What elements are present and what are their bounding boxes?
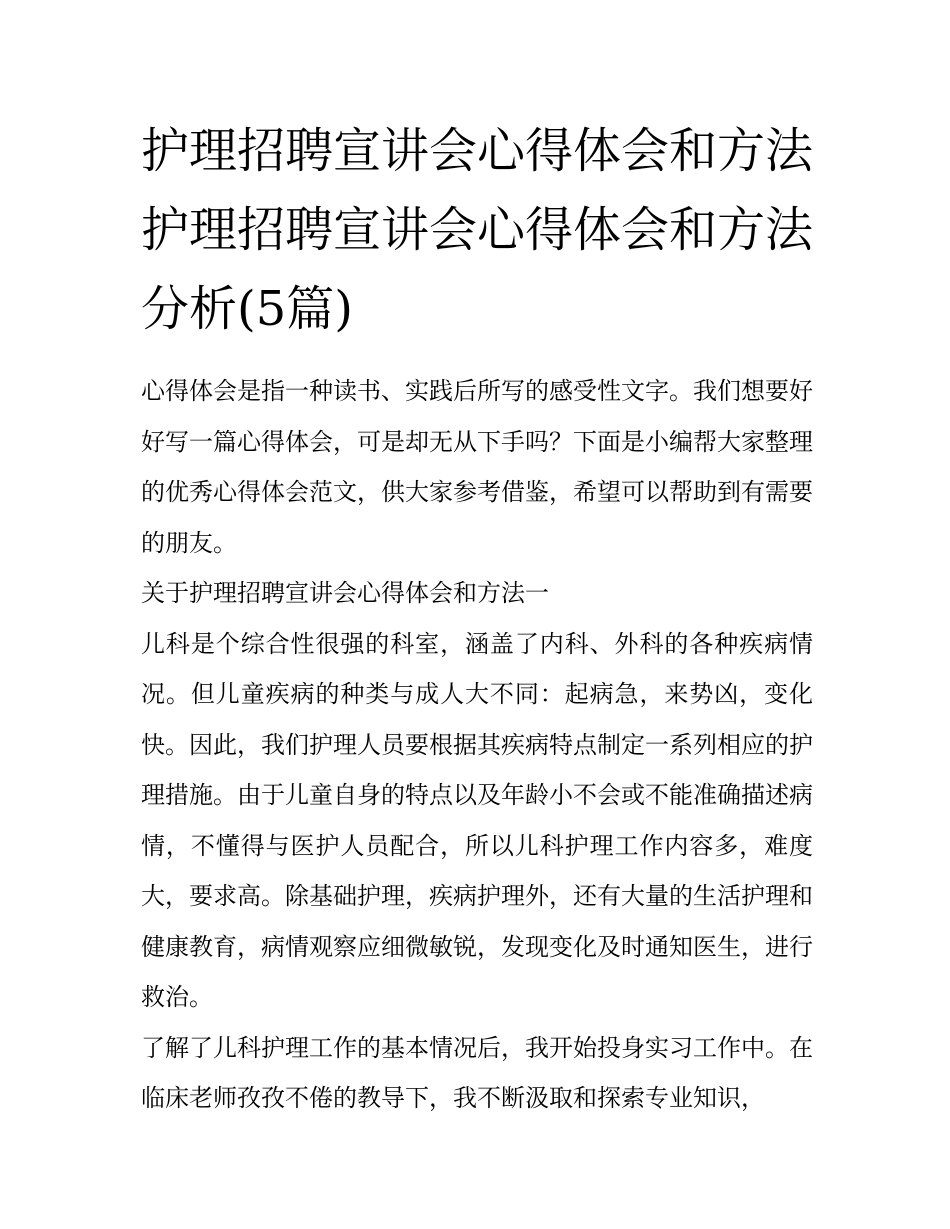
intro-paragraph: 心得体会是指一种读书、实践后所写的感受性文字。我们想要好好写一篇心得体会，可是却无从下手吗？下面是小编帮大家整理的优秀心得体会范文，供大家参考借鉴，希望可以帮助到有需要的朋友。	[141, 377, 813, 557]
body-paragraph: 儿科是个综合性很强的科室，涵盖了内科、外科的各种疾病情况。但儿童疾病的种类与成人大不同：起病急，来势凶，变化快。因此，我们护理人员要根据其疾病特点制定一系列相应的护理措施。由于儿童自身的特点以及年龄小不会或不能准确描述病情，不懂得与医护人员配合，所以儿科护理工作内容多，难度大，要求高。除基础护理，疾病护理外，还有大量的生活护理和健康教育，病情观察应细微敏锐，发现变化及时通知医生，进行救治。	[141, 629, 813, 1011]
document-body	[141, 112, 813, 1124]
section-heading: 关于护理招聘宣讲会心得体会和方法一	[141, 579, 549, 607]
document-title: 护理招聘宣讲会心得体会和方法 护理招聘宣讲会心得体会和方法分析(5篇)	[141, 123, 814, 337]
body-paragraph: 了解了儿科护理工作的基本情况后，我开始投身实习工作中。在临床老师孜孜不倦的教导下，我不断汲取和探索专业知识，	[141, 1033, 813, 1112]
